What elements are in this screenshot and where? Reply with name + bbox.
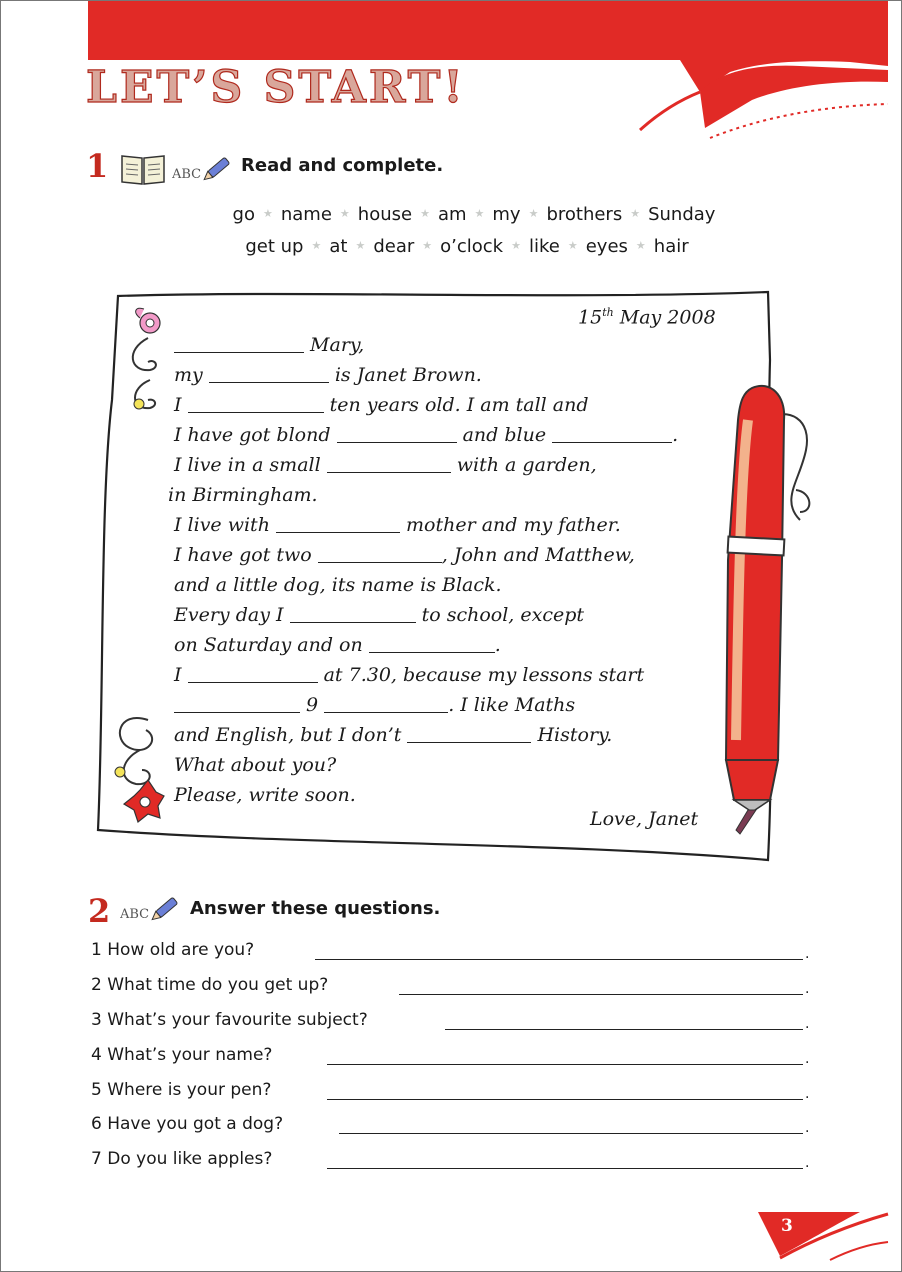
word-bank-word: dear — [373, 236, 415, 257]
blank-line[interactable] — [552, 428, 672, 443]
abc-label: ABC — [120, 907, 150, 922]
word-bank-word: house — [357, 204, 413, 225]
question-7: 7 Do you like apples? . — [91, 1149, 810, 1171]
blank-line[interactable] — [290, 608, 416, 623]
date-ordinal: th — [602, 306, 614, 319]
word-bank-row-1: go ★ name ★ house ★ am ★ my ★ brothers ★ Sunday — [232, 204, 716, 225]
question-2: 2 What time do you get up? . — [91, 975, 810, 997]
word-bank-word: at — [329, 236, 348, 257]
letter-line-12: I at 7.30, because my lessons start — [174, 664, 645, 686]
blank-line[interactable] — [276, 518, 400, 533]
blank-line[interactable] — [337, 428, 457, 443]
letter-line-10: Every day I to school, except — [174, 604, 584, 626]
letter-line-15: What about you? — [174, 754, 337, 776]
blank-line[interactable] — [209, 368, 329, 383]
exercise-1-number: 1 — [86, 147, 109, 185]
answer-line[interactable] — [339, 1133, 803, 1134]
question-1: 1 How old are you? . — [91, 940, 810, 962]
page-number-tab — [740, 1200, 902, 1272]
question-6: 6 Have you got a dog? . — [91, 1114, 810, 1136]
letter-line-11: on Saturday and on . — [174, 634, 501, 656]
page-number: 3 — [781, 1216, 793, 1236]
word-bank-word: go — [232, 204, 255, 225]
letter-line-4: I have got blond and blue . — [174, 424, 679, 446]
letter-line-8: I have got two , John and Matthew, — [174, 544, 635, 566]
word-bank-word: like — [528, 236, 560, 257]
question-3: 3 What’s your favourite subject? . — [91, 1010, 810, 1032]
answer-line[interactable] — [315, 959, 803, 960]
blank-line[interactable] — [188, 668, 318, 683]
blank-line[interactable] — [407, 728, 531, 743]
blank-line[interactable] — [318, 548, 442, 563]
word-bank-word: eyes — [585, 236, 628, 257]
letter-date — [578, 306, 716, 328]
word-bank-word: Sunday — [648, 204, 716, 225]
word-bank-row-2: get up ★ at ★ dear ★ o’clock ★ like ★ eyes ★ hair — [245, 236, 689, 257]
letter-line-13: 9 . I like Maths — [174, 694, 575, 716]
question-5: 5 Where is your pen? . — [91, 1080, 810, 1102]
pen-illustration — [726, 386, 809, 834]
word-bank-word: my — [492, 204, 521, 225]
blank-line[interactable] — [369, 638, 495, 653]
letter-line-2: my is Janet Brown. — [174, 364, 482, 386]
abc-pencil-icon — [120, 890, 182, 924]
letter-line-9: and a little dog, its name is Black. — [174, 574, 502, 596]
letter-line-14: and English, but I don’t History. — [174, 724, 613, 746]
blank-line[interactable] — [188, 398, 324, 413]
answer-line[interactable] — [327, 1064, 803, 1065]
word-bank-word: get up — [245, 236, 304, 257]
exercise-2-number: 2 — [88, 892, 111, 930]
blank-line[interactable] — [174, 698, 300, 713]
word-bank-word: brothers — [546, 204, 623, 225]
word-bank-word: name — [280, 204, 332, 225]
word-bank-word: hair — [653, 236, 689, 257]
exercise-1-instruction: Read and complete. — [241, 155, 444, 176]
letter-line-16: Please, write soon. — [174, 784, 356, 806]
word-bank-word: am — [437, 204, 467, 225]
letter-line-7: I live with mother and my father. — [174, 514, 621, 536]
answer-line[interactable] — [327, 1099, 803, 1100]
date-rest: May 2008 — [619, 306, 716, 329]
letter-line-5: I live in a small with a garden, — [174, 454, 597, 476]
answer-line[interactable] — [327, 1168, 803, 1169]
question-4: 4 What’s your name? . — [91, 1045, 810, 1067]
letter-line-1: Mary, — [174, 334, 364, 356]
letter-line-3: I ten years old. I am tall and — [174, 394, 589, 416]
blank-line[interactable] — [174, 338, 304, 353]
word-bank-word: o’clock — [440, 236, 504, 257]
abc-label: ABC — [172, 167, 202, 182]
blank-line[interactable] — [324, 698, 448, 713]
exercise-2-instruction: Answer these questions. — [190, 898, 441, 919]
letter-line-6: in Birmingham. — [168, 484, 318, 506]
answer-line[interactable] — [445, 1029, 803, 1030]
answer-line[interactable] — [399, 994, 803, 995]
page-title: LET’S START! — [86, 62, 466, 113]
blank-line[interactable] — [327, 458, 451, 473]
date-day: 15 — [578, 306, 603, 329]
letter-closing: Love, Janet — [590, 808, 699, 830]
